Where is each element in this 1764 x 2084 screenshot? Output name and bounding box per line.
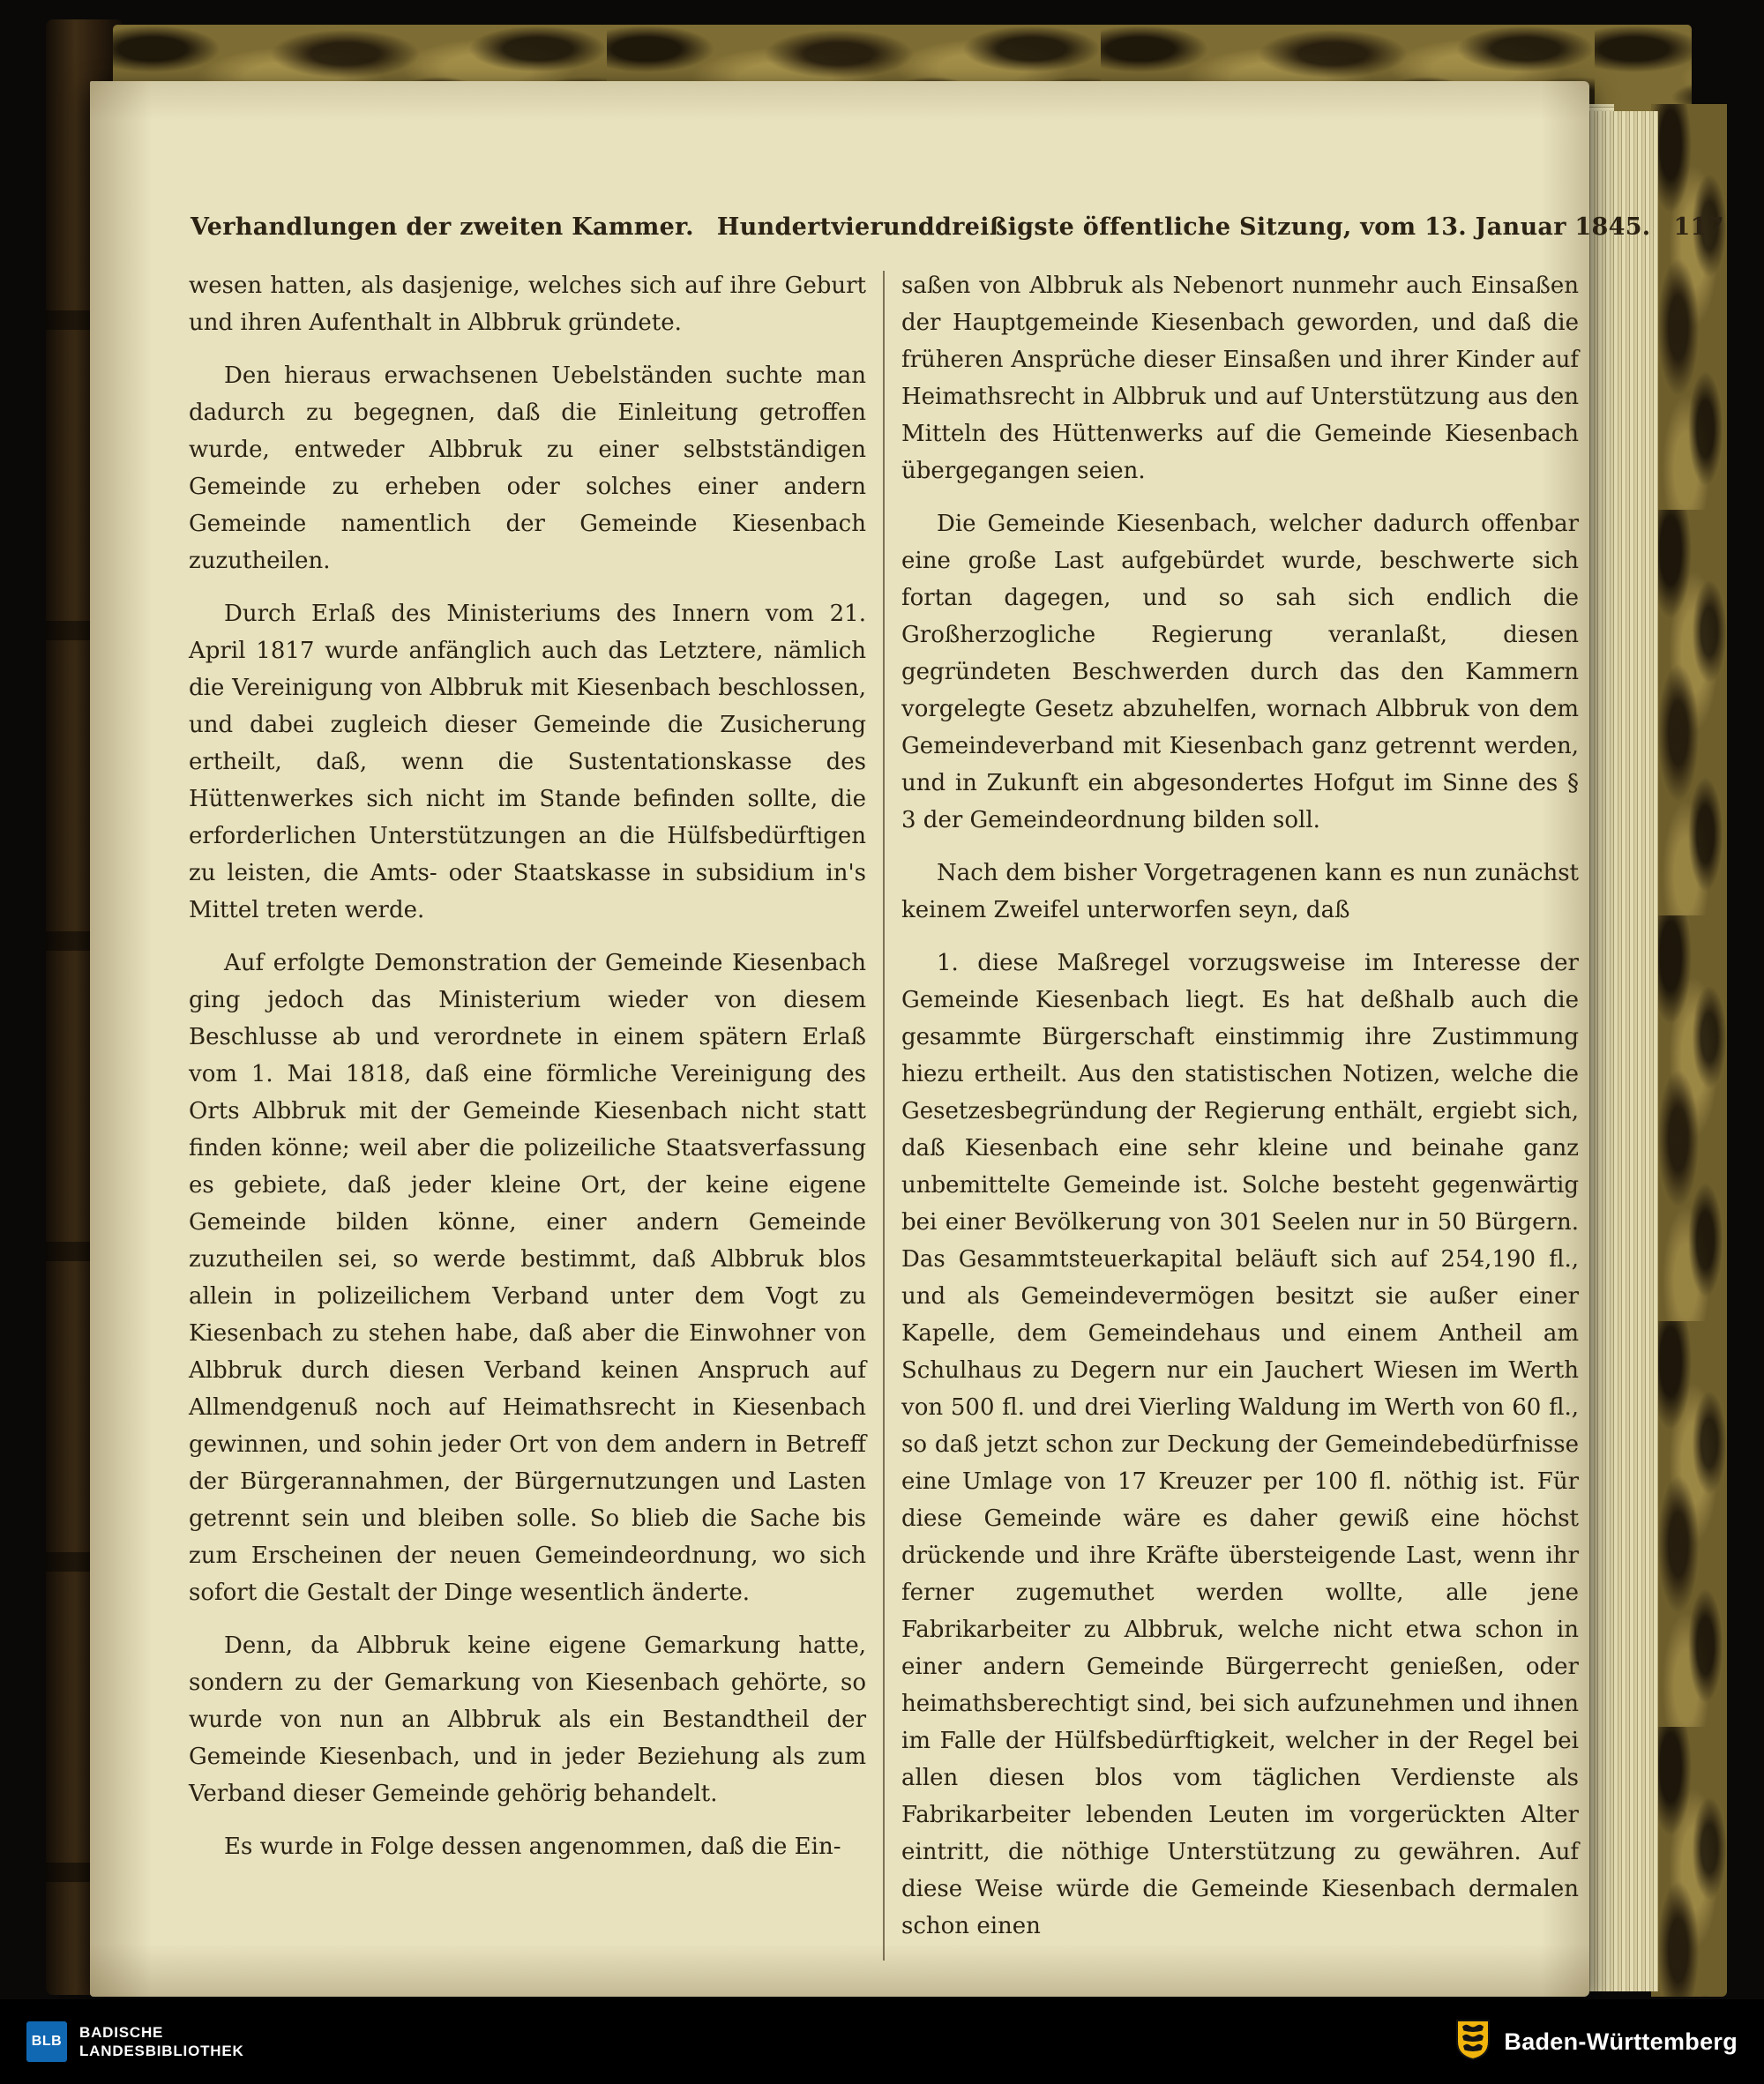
paragraph: saßen von Albbruk als Nebenort nunmehr auch Einsaßen der Hauptgemeinde Kiesenbach geworden, und daß die früheren Ansprüche dieser Einsaßen und ihrer Kinder auf Heimathsrecht in Albbruk und auf Unterstützung aus den Mitteln des Hüttenwerks auf die Gemeinde Kiesenbach übergegangen seien. <box>901 273 1579 484</box>
paragraph: Die Gemeinde Kiesenbach, welcher dadurch offenbar eine große Last aufgebürdet wurde, beschwerte sich fortan dagegen, und so sah sich endlich die Großherzogliche Regierung veranlaßt, diesen gegründeten Beschwerden durch das den Kammern vorgelegte Gesetz abzuhelfen, wornach Albbruk von dem Gemeindeverband mit Kiesenbach ganz getrennt werden, und in Zukunft ein abgesondertes Hofgut im Sinne des § 3 der Gemeindeordnung bilden soll. <box>901 511 1579 833</box>
bw-coat-of-arms-icon <box>1454 2019 1491 2065</box>
blb-logo-text-line1: BADISCHE <box>79 2023 164 2041</box>
right-column <box>901 267 1579 1961</box>
running-header <box>191 213 1724 241</box>
two-column-text <box>189 267 1582 1961</box>
paragraph: Nach dem bisher Vorgetragenen kann es nun zunächst keinem Zweifel unterworfen seyn, daß <box>901 860 1579 923</box>
paragraph: Durch Erlaß des Ministeriums des Innern vom 21. April 1817 wurde anfänglich auch das Letztere, nämlich die Vereinigung von Albbruk mit Kiesenbach beschlossen, und dabei zugleich dieser Gemeinde die Zusicherung ertheilt, daß, wenn die Sustentationskasse des Hüttenwerkes sich nicht im Stande befinden sollte, die erforderlichen Unterstützungen an die Hülfsbedürftigen zu leisten, die Amts- oder Staatskasse in subsidium in's Mittel treten werde. <box>189 601 866 923</box>
column-divider-rule <box>883 271 885 1961</box>
bw-wordmark: Baden-Württemberg <box>1504 2028 1738 2055</box>
library-branding-bar <box>0 1999 1764 2084</box>
page-number: 117 <box>1673 213 1724 241</box>
paragraph: wesen hatten, als dasjenige, welches sich auf ihre Geburt und ihren Aufenthalt in Albbruk gründete. <box>189 273 866 336</box>
baden-wuerttemberg-brand <box>1454 2019 1738 2065</box>
blb-logo-icon: BLB <box>26 2021 67 2062</box>
marbled-cover-right-edge <box>1651 104 1727 1997</box>
printed-text-block <box>189 213 1724 1961</box>
paragraph: Denn, da Albbruk keine eigene Gemarkung hatte, sondern zu der Gemarkung von Kiesenbach gehörte, so wurde von nun an Albbruk als ein Bestandtheil der Gemeinde Kiesenbach, und in jeder Beziehung als zum Verband dieser Gemeinde gehörig behandelt. <box>189 1632 866 1807</box>
book-page <box>90 81 1724 1997</box>
blb-logo-text-line2: LANDESBIBLIOTHEK <box>79 2043 244 2059</box>
paragraph: Es wurde in Folge dessen angenommen, daß die Ein- <box>224 1834 841 1860</box>
left-column <box>189 267 866 1961</box>
paragraph: 1. diese Maßregel vorzugsweise im Interesse der Gemeinde Kiesenbach liegt. Es hat deßhalb auch die gesammte Bürgerschaft einstimmig ihre Zustimmung hiezu ertheilt. Aus den statistischen Notizen, welche die Gesetzesbegründung der Regierung enthält, ergiebt sich, daß Kiesenbach eine sehr kleine und beinahe ganz unbemittelte Gemeinde ist. Solche besteht gegenwärtig bei einer Bevölkerung von 301 Seelen nur in 50 Bürgern. Das Gesammtsteuerkapital beläuft sich auf 254,190 fl., und als Gemeindevermögen besitzt sie außer einer Kapelle, dem Gemeindehaus und einem Antheil am Schulhaus zu Degern nur ein Jauchert Wiesen im Werth von 500 fl. und drei Vierling Waldung im Werth von 60 fl., so daß jetzt schon zur Deckung der Gemeindebedürfnisse eine Umlage von 17 Kreuzer per 100 fl. nöthig ist. Für diese Gemeinde wäre es daher gewiß eine höchst drückende und ihre Kräfte übersteigende Last, wenn ihr ferner zugemuthet werden wollte, alle jene Fabrikarbeiter zu Albbruk, welche nicht etwa schon in einer andern Gemeinde Bürgerrecht genießen, oder heimathsberechtigt sind, bei sich aufzunehmen und ihnen im Falle der Hülfsbedürftigkeit, welcher in der Regel bei allen diesen blos vom täglichen Verdienste als Fabrikarbeiter lebenden Leuten im vorgerückten Alter eintritt, die nöthige Unterstützung zu gewähren. Auf diese Weise würde die Gemeinde Kiesenbach dermalen schon einen <box>901 950 1579 1939</box>
paragraph: Auf erfolgte Demonstration der Gemeinde Kiesenbach ging jedoch das Ministerium wieder von diesem Beschlusse ab und verordnete in einem spätern Erlaß vom 1. Mai 1818, daß eine förmliche Vereinigung des Orts Albbruk mit der Gemeinde Kiesenbach nicht statt finden könne; weil aber die polizeiliche Staatsverfassung es gebiete, daß jeder kleine Ort, der keine eigene Gemeinde bilden könne, einer andern Gemeinde zuzutheilen sei, so werde bestimmt, daß Albbruk blos allein in polizeilichem Verband unter dem Vogt zu Kiesenbach zu stehen habe, daß aber die Einwohner von Albbruk durch diesen Verband keinen Anspruch auf Allmendgenuß noch auf Heimathsrecht in Kiesenbach gewinnen, und sohin jeder Ort von dem andern in Betreff der Bürgerannahmen, der Bürgernutzungen und Lasten getrennt sein und bleiben solle. So blieb die Sache bis zum Erscheinen der neuen Gemeindeordnung, wo sich sofort die Gestalt der Dinge wesentlich änderte. <box>189 950 866 1606</box>
page-stack-fore-edge <box>1579 111 1658 1991</box>
blb-logo <box>26 2021 244 2062</box>
running-header-center: Hundertvierunddreißigste öffentliche Sitzung, vom 13. Januar 1845. <box>716 213 1651 241</box>
running-header-left: Verhandlungen der zweiten Kammer. <box>191 213 694 241</box>
blb-logo-text <box>79 2023 244 2061</box>
paragraph: Den hieraus erwachsenen Uebelständen suchte man dadurch zu begegnen, daß die Einleitung getroffen wurde, entweder Albbruk zu einer selbstständigen Gemeinde zu erheben oder solches einer andern Gemeinde namentlich der Gemeinde Kiesenbach zuzutheilen. <box>189 362 866 574</box>
